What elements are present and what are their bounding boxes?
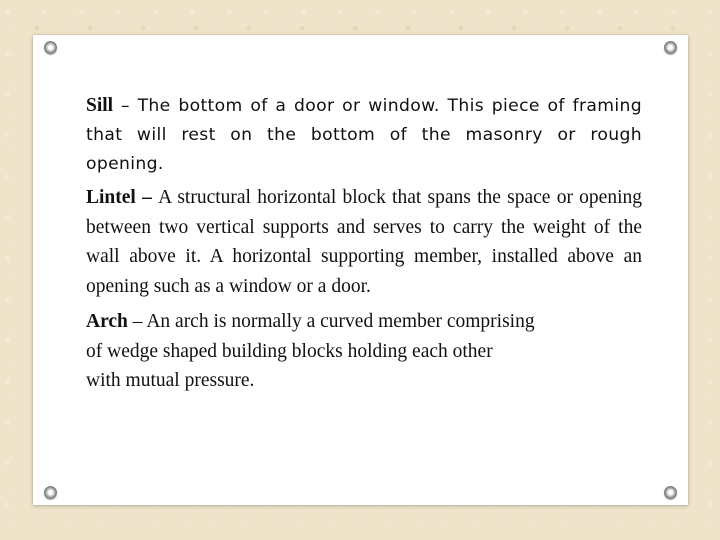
term-arch: Arch [86,311,128,332]
definition-sill [86,91,642,179]
term-lintel: Lintel [86,187,136,208]
definition-text-line: An arch is normally a curved member comprising [146,311,535,332]
separator: – [127,311,147,332]
definitions-list [86,91,642,396]
pin-icon [664,41,677,54]
definition-text-line: of wedge shaped building blocks holding each other [86,340,493,362]
pin-icon [44,486,57,499]
pin-icon [664,486,677,499]
term-sill: Sill [86,95,114,116]
definition-lintel [86,183,642,301]
definition-text: The bottom of a door or window. This piece of framing that will rest on the bottom of the masonry or rough opening. [86,96,642,174]
definition-text: A structural horizontal block that spans the space or opening between two vertical supports and serves to carry the weight of the wall above it. A horizontal supporting member, installed above an opening such as a window or a door. [86,187,643,297]
pin-icon [44,41,57,54]
definition-arch [86,307,642,396]
separator: – [135,187,159,208]
definition-text-line: with mutual pressure. [86,370,255,391]
separator: – [113,96,138,116]
